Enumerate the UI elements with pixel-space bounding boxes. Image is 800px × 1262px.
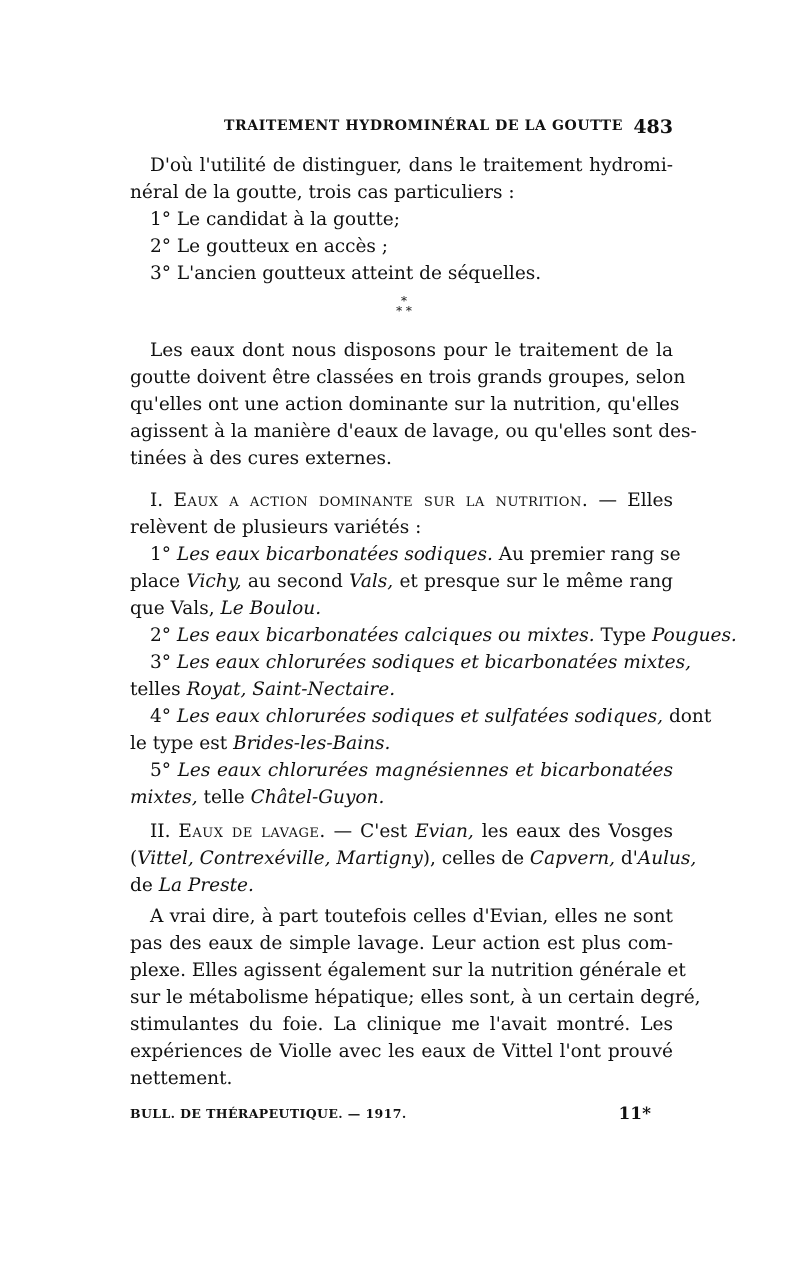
text-line: qu'elles ont une action dominante sur la nutrition, qu'elles — [130, 394, 680, 415]
section-heading-line — [130, 487, 673, 514]
place-name: La Preste. — [158, 875, 254, 896]
section-heading: Eaux a action dominante sur la nutrition. — [173, 490, 589, 511]
text-line: goutte doivent être classées en trois grands groupes, selon — [130, 367, 686, 388]
journal-reference: BULL. DE THÉRAPEUTIQUE. — 1917. — [130, 1106, 407, 1121]
signature-mark: 11* — [618, 1104, 651, 1124]
list-item: 5° Les eaux chlorurées magnésiennes et bicarbonatées — [150, 760, 673, 781]
asterism-top: * — [401, 294, 407, 308]
text-line: expériences de Violle avec les eaux de Vittel l'ont prouvé — [130, 1041, 673, 1062]
place-name: Châtel-Guyon. — [250, 787, 385, 808]
text-line: telles Royat, Saint-Nectaire. — [130, 679, 396, 700]
section-numeral: II. — [150, 821, 171, 842]
section-numeral: I. — [150, 490, 164, 511]
text-line: agissent à la manière d'eaux de lavage, ou qu'elles sont des- — [130, 421, 697, 442]
place-name: Evian, — [415, 821, 474, 842]
list-item: 2° Les eaux bicarbonatées calciques ou mixtes. Type Pougues. — [150, 625, 737, 646]
text-line: stimulantes du foie. La clinique me l'avait montré. Les — [130, 1014, 673, 1035]
section-heading: Eaux de lavage. — [178, 821, 326, 842]
section-heading-line: II. Eaux de lavage. — C'est Evian, les eaux des Vosges — [150, 821, 673, 842]
lavage-discussion-paragraph — [130, 903, 701, 1092]
water-category: Les eaux chlorurées sodiques et sulfatées sodiques, — [176, 706, 664, 727]
heading-continuation: — Elles — [598, 490, 673, 511]
page-footer — [130, 1104, 673, 1128]
text-line: Les eaux dont nous disposons pour le traitement de la — [150, 340, 673, 361]
place-name: Vittel, Contrexéville, Martigny — [137, 848, 423, 869]
text-line: sur le métabolisme hépatique; elles sont, à un certain degré, — [130, 987, 701, 1008]
running-title: TRAITEMENT HYDROMINÉRAL DE LA GOUTTE — [224, 118, 623, 134]
section-lavage — [130, 818, 697, 899]
text-line: néral de la goutte, trois cas particuliers : — [130, 182, 515, 203]
text-line: relèvent de plusieurs variétés : — [130, 517, 422, 538]
place-name: Le Boulou. — [220, 598, 322, 619]
asterism-separator — [384, 296, 424, 326]
text-line: mixtes, telle Châtel-Guyon. — [130, 787, 385, 808]
text-line: tinées à des cures externes. — [130, 448, 392, 469]
list-item: 3° L'ancien goutteux atteint de séquelles. — [150, 263, 542, 284]
water-category: Les eaux chlorurées sodiques et bicarbonatées mixtes, — [176, 652, 691, 673]
list-item: 3° Les eaux chlorurées sodiques et bicarbonatées mixtes, — [150, 652, 691, 673]
text-line: nettement. — [130, 1068, 233, 1089]
text-line: A vrai dire, à part toutefois celles d'Evian, elles ne sont — [150, 906, 673, 927]
place-name: Royat, Saint-Nectaire. — [186, 679, 396, 700]
groups-paragraph — [130, 337, 697, 472]
list-item: 4° Les eaux chlorurées sodiques et sulfatées sodiques, dont — [150, 706, 712, 727]
running-header — [130, 116, 673, 140]
text-line: que Vals, Le Boulou. — [130, 598, 322, 619]
text-line: le type est Brides-les-Bains. — [130, 733, 391, 754]
intro-paragraph — [130, 152, 673, 287]
list-item: 1° Les eaux bicarbonatées sodiques. Au premier rang se — [150, 544, 681, 565]
list-item: 2° Le goutteux en accès ; — [150, 236, 389, 257]
text-line: de La Preste. — [130, 875, 254, 896]
text-line: D'où l'utilité de distinguer, dans le traitement hydromi- — [150, 155, 673, 176]
water-category: Les eaux bicarbonatées calciques ou mixtes. — [176, 625, 595, 646]
section-nutrition — [130, 487, 737, 811]
text-line: (Vittel, Contrexéville, Martigny), celles de Capvern, d'Aulus, — [130, 848, 697, 869]
list-item: 1° Le candidat à la goutte; — [150, 209, 400, 230]
place-name: Brides-les-Bains. — [233, 733, 391, 754]
page-number: 483 — [633, 116, 673, 138]
asterism-bottom: * * — [396, 304, 412, 318]
water-category: Les eaux bicarbonatées sodiques. — [176, 544, 493, 565]
place-name: Vichy, — [186, 571, 242, 592]
place-name: Aulus, — [637, 848, 697, 869]
water-category: mixtes, — [130, 787, 198, 808]
place-name: Vals, — [349, 571, 394, 592]
text-line: pas des eaux de simple lavage. Leur action est plus com- — [130, 933, 673, 954]
text-line: plexe. Elles agissent également sur la nutrition générale et — [130, 960, 686, 981]
place-name: Pougues. — [651, 625, 737, 646]
place-name: Capvern, — [529, 848, 615, 869]
water-category: Les eaux chlorurées magnésiennes et bicarbonatées — [177, 760, 673, 781]
text-line: place Vichy, au second Vals, et presque sur le même rang — [130, 571, 674, 592]
